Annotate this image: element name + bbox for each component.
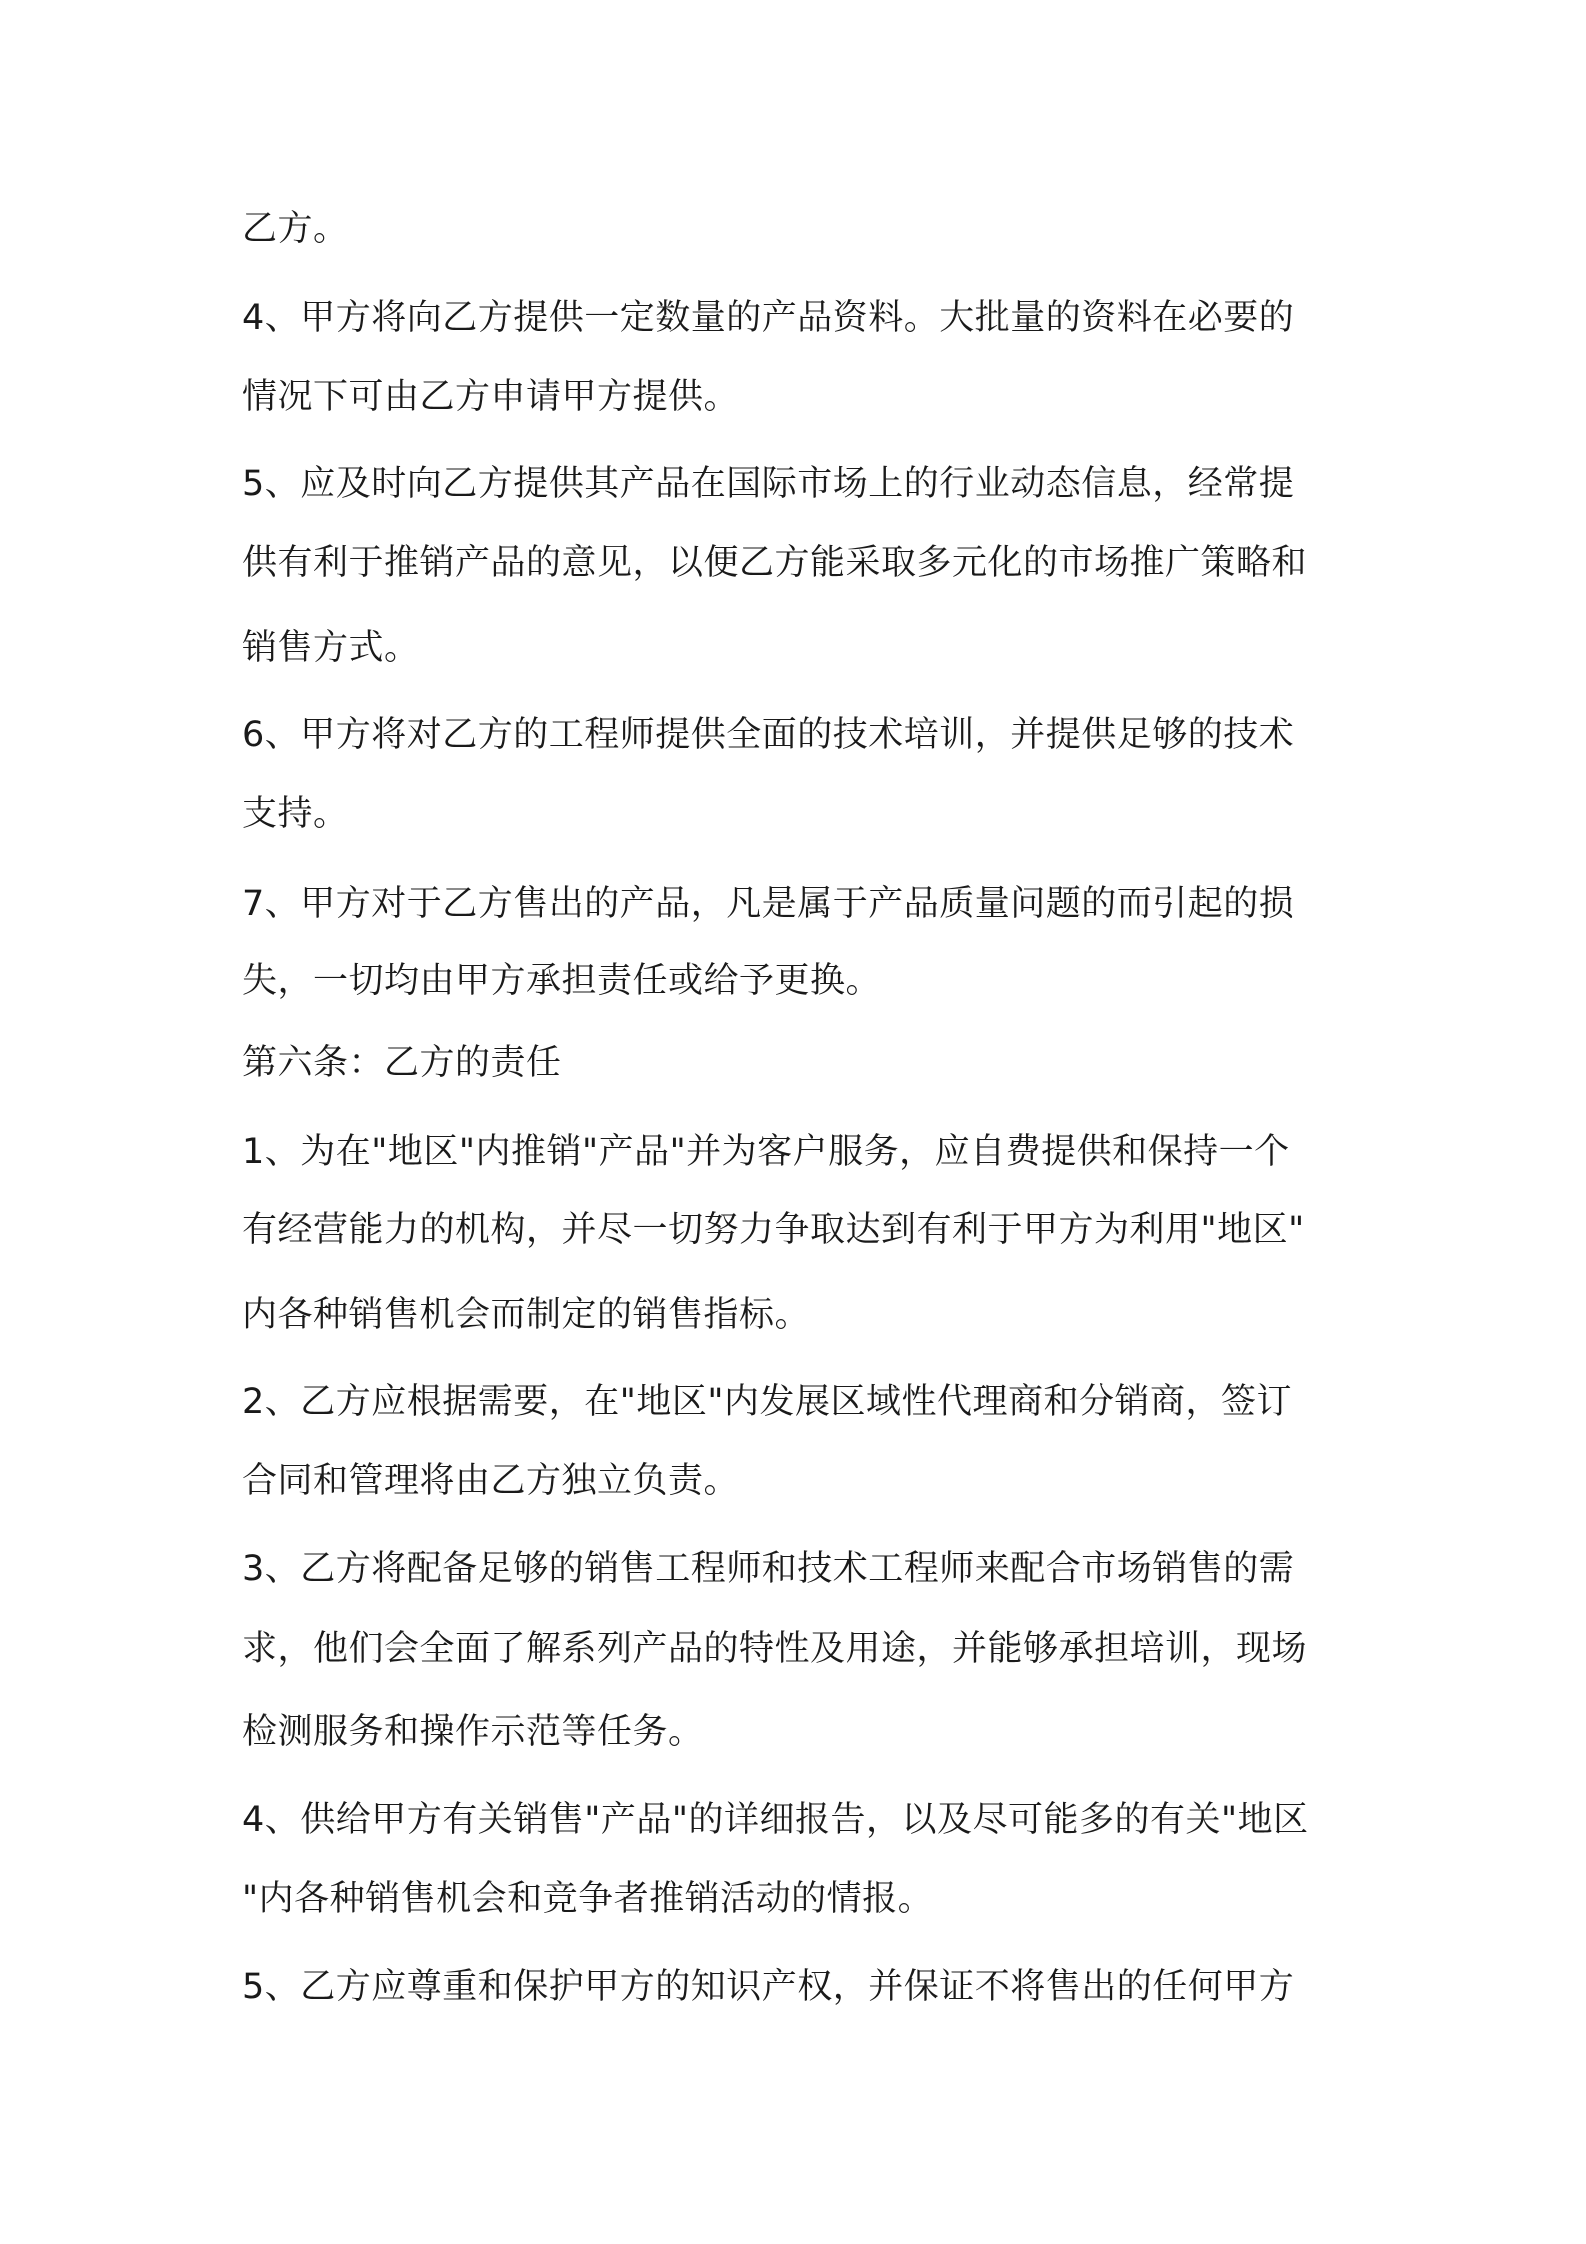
text-line: 4、供给甲方有关销售"产品"的详细报告，以及尽可能多的有关"地区 [242, 1800, 1309, 1840]
text-line: 5、应及时向乙方提供其产品在国际市场上的行业动态信息，经常提 [242, 464, 1295, 504]
section-heading: 第六条：乙方的责任 [242, 1043, 562, 1083]
text-line: 支持。 [242, 794, 349, 834]
text-line: 求，他们会全面了解系列产品的特性及用途，并能够承担培训，现场 [242, 1629, 1308, 1669]
text-line: 7、甲方对于乙方售出的产品，凡是属于产品质量问题的而引起的损 [242, 884, 1295, 924]
text-line: 销售方式。 [242, 628, 420, 668]
text-line: 合同和管理将由乙方独立负责。 [242, 1461, 740, 1501]
text-line: 1、为在"地区"内推销"产品"并为客户服务，应自费提供和保持一个 [242, 1132, 1290, 1172]
text-line: 情况下可由乙方申请甲方提供。 [242, 377, 740, 417]
text-line: 内各种销售机会而制定的销售指标。 [242, 1295, 811, 1335]
text-line: 6、甲方将对乙方的工程师提供全面的技术培训，并提供足够的技术 [242, 715, 1295, 755]
text-line: 乙方。 [242, 209, 349, 249]
text-line: 4、甲方将向乙方提供一定数量的产品资料。大批量的资料在必要的 [242, 298, 1295, 338]
text-line: 2、乙方应根据需要，在"地区"内发展区域性代理商和分销商，签订 [242, 1382, 1292, 1422]
text-line: 失，一切均由甲方承担责任或给予更换。 [242, 961, 882, 1001]
text-line: 有经营能力的机构，并尽一切努力争取达到有利于甲方为利用"地区" [242, 1210, 1305, 1250]
text-line: 检测服务和操作示范等任务。 [242, 1712, 704, 1752]
text-line: 5、乙方应尊重和保护甲方的知识产权，并保证不将售出的任何甲方 [242, 1967, 1295, 2007]
text-line: 3、乙方将配备足够的销售工程师和技术工程师来配合市场销售的需 [242, 1549, 1295, 1589]
text-line: 供有利于推销产品的意见，以便乙方能采取多元化的市场推广策略和 [242, 543, 1308, 583]
text-line: "内各种销售机会和竞争者推销活动的情报。 [242, 1879, 934, 1919]
